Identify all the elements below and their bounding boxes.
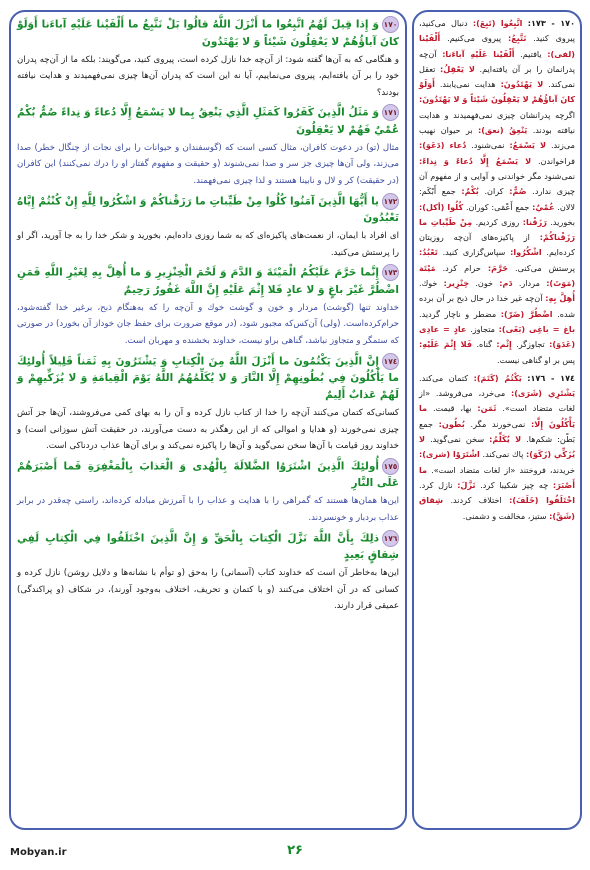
glossary-word: صُمٌّ: (509, 186, 527, 197)
glossary-definition: دنبال مى‌كنيد، پيروى كنيد. (419, 18, 576, 44)
vocabulary-panel (412, 10, 582, 830)
glossary-word: تَعْبُدُ: (419, 247, 438, 258)
glossary-word: اخْتَلَفُوا (خَلَفَ): (509, 495, 576, 506)
glossary-section (419, 371, 575, 524)
glossary-definition: بخوريد. (550, 216, 576, 227)
glossary-definition: آن‌چه غير خدا در حال ذبح بر آن برده شده. (419, 293, 576, 319)
glossary-definition: خوك. (419, 278, 438, 289)
glossary-word: إِثْم: (496, 339, 512, 350)
glossary-definition: مى‌خرد، مى‌فروشد. «از لغات متضاد است». (419, 388, 575, 414)
glossary-word: دَم: (499, 278, 513, 289)
verse-translation: خداوند تنها (گوشت) مردار و خون و گوشت خوك و آن‌چه را كه به‌هنگام ذبح، برغير خدا گفته‌شود، حرام‌كرده‌است. (ولى) آن‌كس‌كه مجبور شود، (در موقع ضرورت براى حفظ جان خوداز آن بخورد) در صورتى كه ستمگر و متجاوز نباشد، گناهى براو نيست، خداوند بخشنده و مهربان است. (17, 302, 399, 346)
glossary-word: لا يَسْمَعُ: (509, 140, 547, 151)
glossary-word: بُكْمٌ: (461, 186, 479, 197)
glossary-definition: چه چيز شكيبا كرد. (480, 479, 549, 490)
verse-number-badge: ١٧٠ (382, 16, 399, 33)
glossary-word: فَلا إِثْمَ عَلَيْهِ: (419, 339, 473, 350)
glossary-definition: جمع أَبْكَم: لالان. (419, 186, 575, 212)
glossary-definition: حرام كرد. (442, 262, 481, 273)
verse-block (17, 530, 399, 615)
glossary-definition: تعقل نمى‌كند. (419, 63, 576, 90)
glossary-word: يَكْتُمُ (كَتَمَ): (473, 372, 522, 383)
verse-arabic-text: إِنَّ الَّذِينَ يَكْتُمُونَ ما أَنْزَلَ اللَّهُ مِنَ الْكِتابِ وَ يَشْتَرُونَ بِهِ ثَمَناً قَلِيلاً أُولئِكَ ما يَأْكُلُونَ فِي بُطُونِهِمْ إِلَّا النَّارَ وَ لا يُكَلِّمُهُمُ اللَّهُ يَوْمَ الْقِيامَةِ وَ لا يُزَكِّيهِمْ وَ لَهُمْ عَذابٌ أَلِيمٌ (17, 355, 399, 402)
verse-arabic (17, 458, 399, 493)
verse-translation: اى افراد با ايمان، از نعمت‌هاى پاكيزه‌اى كه به شما روزى داده‌ايم، بخوريد و شكر خدا را به جا آوريد، اگر او را پرستش مى‌كنيد. (17, 231, 399, 258)
verse-arabic-text: وَ مَثَلُ الَّذِينَ كَفَرُوا كَمَثَلِ الَّذِي يَنْعِقُ بِما لا يَسْمَعُ إِلَّا دُعاءً وَ نِداءً صُمٌّ بُكْمٌ عُمْيٌ فَهُمْ لا يَعْقِلُونَ (17, 106, 399, 136)
glossary-word: حَرَّمَ: (487, 262, 508, 273)
glossary-word: مِنْ طَيِّباتِ ما رَزَقْناكُمْ: (419, 216, 575, 243)
glossary-word: لا يُكَلِّمُ: (489, 434, 522, 445)
verses-panel (9, 10, 407, 830)
verse-block (17, 16, 399, 101)
glossary-verse-range: ١٧٤ - ١٧٦: (527, 372, 575, 383)
glossary-section (419, 16, 575, 368)
glossary-word: لا يَعْقِلُ: (440, 63, 475, 74)
glossary-word: عُمْيٌ: (532, 201, 555, 212)
verse-number-badge: ١٧١ (382, 104, 399, 121)
glossary-definition: پرستش مى‌كنى. (515, 262, 575, 273)
glossary-word: رَزَقْنا: (522, 216, 547, 227)
glossary-definition: اگرچه پدرانشان چيزى نمى‌فهميدند و هدايت نيافته بودند. (419, 109, 575, 136)
verse-arabic-text: أُولئِكَ الَّذِينَ اشْتَرَوُا الضَّلالَةَ بِالْهُدى وَ الْعَذابَ بِالْمَغْفِرَةِ فَما أَصْبَرَهُمْ عَلَى النَّارِ (17, 460, 399, 490)
glossary-word: ما أَصْبَرَ: (419, 464, 576, 490)
glossary-definition: آن‌چه پدرانمان را بر آن يافته‌ايم. (419, 48, 575, 74)
glossary-definition: از پاكيزه‌هاى آن‌چه روزيتان كرده‌ايم. (419, 232, 575, 258)
glossary-definition: گناه. (476, 339, 493, 350)
vocabulary-content (419, 16, 575, 824)
glossary-definition: سپاس‌گزارى كنيد. (442, 247, 506, 258)
glossary-definition: پس بر او گناهى نيست. (497, 354, 575, 365)
glossary-word: لا يَهْتَدُونَ: (500, 79, 544, 90)
glossary-definition: خريدند، فروختند «از لغات متضاد است». (431, 464, 575, 475)
glossary-definition: نمى‌شنود مگر خواندنى و آوايى و از مفهوم آن چيزى ندارد. (419, 170, 576, 197)
glossary-word: نَزَّلَ: (457, 479, 476, 490)
verse-arabic-text: ذلِكَ بِأَنَّ اللَّهَ نَزَّلَ الْكِتابَ بِالْحَقِّ وَ إِنَّ الَّذِينَ اخْتَلَفُوا فِي الْكِتابِ لَفِي شِقاقٍ بَعِيدٍ (17, 532, 399, 561)
verse-arabic-text: يا أَيُّهَا الَّذِينَ آمَنُوا كُلُوا مِنْ طَيِّباتِ ما رَزَقْناكُمْ وَ اشْكُرُوا لِلَّهِ إِنْ كُنْتُمْ إِيَّاهُ تَعْبُدُونَ (17, 195, 399, 225)
verse-number-badge: ١٧٤ (382, 353, 399, 370)
verse-number-badge: ١٧٣ (382, 264, 399, 281)
glossary-definition: مضطر و ناچار گرديد. (419, 308, 497, 319)
verse-translation: اين‌ها همان‌ها هستند كه گمراهى را با هدايت و عذاب را با آمرزش مبادله كرده‌اند، راستى چه‌قدر در برابر عذاب بردبار و خونسردند. (17, 496, 399, 523)
glossary-definition: روزى كرديم. (475, 216, 520, 227)
page-number: ٢۶ (287, 843, 303, 858)
verses-content (17, 16, 399, 824)
glossary-word: نَتَّبِعُ: (507, 33, 527, 44)
glossary-word: مَيْتَة (مَوَتَ): (419, 262, 576, 289)
verse-arabic-text: وَ إِذا قِيلَ لَهُمُ اتَّبِعُوا ما أَنْزَلَ اللَّهُ قالُوا بَلْ نَتَّبِعُ ما أَلْفَيْنا عَلَيْهِ آباءَنا أَوَلَوْ كانَ آباؤُهُمْ لا يَعْقِلُونَ شَيْئاً وَ لا يَهْتَدُونَ (17, 18, 399, 48)
glossary-definition: كران. (484, 186, 504, 197)
verse-arabic (17, 353, 399, 405)
glossary-definition: جمع بَطْن: شكم‌ها. (419, 418, 575, 445)
glossary-definition: هدايت نمى‌يابند. (439, 79, 496, 90)
verse-number-badge: ١٧٦ (382, 530, 399, 547)
verse-number-badge: ١٧٢ (382, 193, 399, 210)
glossary-word: بُطُون: (438, 418, 465, 429)
glossary-definition: پيروى مى‌كنيم. (447, 33, 502, 44)
glossary-definition: ستيز، مخالفت و دشمنى. (462, 510, 547, 521)
glossary-word: عادٍ = عادِى (عَدَوَ): (419, 323, 576, 350)
glossary-word: لا يُزَكِّي (زَكَوَ): (419, 434, 576, 460)
glossary-word: دُعاء (دَعَوَ): (419, 140, 467, 151)
glossary-word: اضْطُرَّ (ضَرّ): (500, 308, 553, 319)
glossary-definition: متجاوز. (470, 323, 495, 334)
glossary-definition: پاك نمى‌كند. (482, 449, 524, 460)
glossary-definition: بها، قيمت. (432, 403, 472, 414)
verse-translation: و هنگامى كه به آن‌ها گفته شود: از آن‌چه خدا نازل كرده است، پيروى كنيد، مى‌گويند: بلكه ما از آن‌چه پدران خود را بر آن يافته‌ايم، پيروى مى‌نماييم، آيا نه اين است كه پدران آن‌ها چيزى نمى‌فهميدند و هدايت نيافته بودند؟ (17, 54, 399, 98)
glossary-word: أَوَلَوْ كانَ آباؤُهُمْ لا يَعْقِلُونَ شَيْئاً وَ لا يَهْتَدُونَ: (419, 79, 575, 105)
glossary-word: يَنْعِقُ (نعق): (477, 125, 528, 136)
verse-arabic (17, 264, 399, 299)
glossary-word: خِنْزِير: (443, 278, 470, 289)
verse-translation: مثال (تو) در دعوت كافران، مثال كسى است كه (گوسفندان و حيوانات را براى نجات از چنگال خطر) صدا مى‌زند، ولى آن‌ها چيزى جز سر و صدا نمى‌شنوند (و حقيقت و مفهوم گفتار او را درك نمى‌كنند) اين كافران (در حقيقت) كر و لال و نابينا هستند و لذا چيزى نمى‌فهمند. (17, 142, 399, 186)
verse-number-badge: ١٧٥ (382, 458, 399, 475)
glossary-word: شِقاق (شَقَّ): (419, 495, 575, 521)
glossary-definition: خون. (475, 278, 494, 289)
glossary-word: باغ = باغِى (بَغَى): (498, 323, 576, 334)
glossary-word: اتَّبِعُوا (تَبِعَ): (472, 18, 523, 28)
verse-arabic (17, 530, 399, 565)
glossary-definition: اختلاف كردند. (450, 495, 502, 506)
glossary-word: يَشْتَرِي (شَرَى): (510, 388, 575, 399)
glossary-definition: تجاوزگر. (516, 339, 545, 350)
glossary-definition: نمى‌خورند مگر. (470, 418, 526, 429)
verse-translation: كسانى‌كه كتمان مى‌كنند آن‌چه را خدا از كتاب نازل كرده و آن را به بهاى كمى مى‌فروشند، آن‌ها جز آتش چيزى نمى‌خورند (و هدايا و اموالى كه از اين رهگذر به دست مى‌آورند، در حقيقت آتش سوزانى است) و خداوند روز قيامت با آن‌ها سخن نمى‌گويد و آن‌ها را پاكيزه نمى‌كند و براى آن‌ها عذاب دردناكى است. (17, 408, 399, 452)
glossary-definition: بر حيوان نهيب مى‌زند. (419, 125, 576, 151)
verse-arabic (17, 16, 399, 51)
verse-block (17, 193, 399, 262)
glossary-word: اشْكُرُوا: (510, 247, 542, 258)
glossary-definition: سخن نمى‌گويد. (430, 434, 485, 445)
glossary-definition: نمى‌شنود. (471, 140, 505, 151)
verse-block (17, 104, 399, 189)
verse-arabic (17, 193, 399, 228)
glossary-verse-range: ١٧٠ - ١٧٣: (527, 18, 576, 28)
verse-block (17, 458, 399, 527)
verse-block (17, 264, 399, 349)
glossary-definition: جمع أَعْمَى: كوران. (465, 201, 530, 212)
glossary-word: ما يَأْكُلُونَ إِلَّا: (419, 403, 575, 429)
glossary-word: أَلْفَيْنا (لفى): (419, 33, 575, 59)
verse-block (17, 353, 399, 455)
glossary-definition: يافتيم. (520, 48, 542, 59)
glossary-definition: فراخواندن. (537, 155, 575, 166)
glossary-definition: مردار. (518, 278, 540, 289)
verse-arabic (17, 104, 399, 139)
glossary-definition: نازل كرد. (419, 479, 453, 490)
verse-arabic-text: إِنَّما حَرَّمَ عَلَيْكُمُ الْمَيْتَةَ وَ الدَّمَ وَ لَحْمَ الْخِنْزِيرِ وَ ما أُهِلَّ بِهِ لِغَيْرِ اللَّهِ فَمَنِ اضْطُرَّ غَيْرَ باغٍ وَ لا عادٍ فَلا إِثْمَ عَلَيْهِ إِنَّ اللَّهَ غَفُورٌ رَحِيمٌ (17, 266, 399, 296)
glossary-word: لا يَسْمَعُ إِلَّا دُعاءً وَ نِداءً: (419, 155, 532, 166)
glossary-word: كُلُوا (أكل): (419, 201, 464, 212)
glossary-word: ثَمَن: (477, 403, 497, 414)
verse-translation: اين‌ها به‌خاطر آن است كه خداوند كتاب (آسمانى) را به‌حق (و توأم با نشانه‌ها و دلايل روشن) نازل كرده و كسانى كه در آن اختلاف مى‌كنند (و با كتمان و تحريف، اختلاف به‌وجود آورند)، در شكاف (و پراكندگى) عميقى قرار دارند. (17, 568, 399, 612)
glossary-word: أَلْفَيْنا عَلَيْهِ آباءَنا: (442, 48, 515, 59)
glossary-word: أُهِلَّ بِهِ: (545, 293, 575, 304)
site-watermark: Mobyan.ir (10, 847, 67, 858)
glossary-word: اشْتَرَوْا (شرى): (419, 449, 480, 460)
glossary-definition: كتمان مى‌كند. (419, 372, 469, 383)
